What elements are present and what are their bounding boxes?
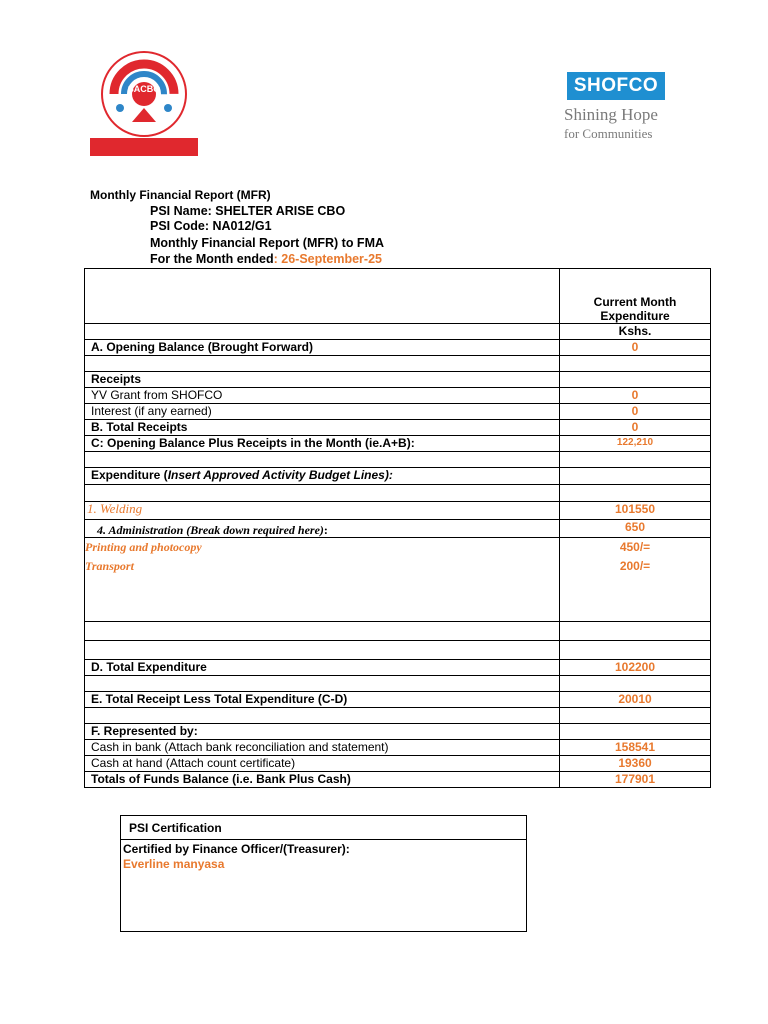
table-row <box>85 641 711 660</box>
total-expenditure-label: D. Total Expenditure <box>85 660 560 676</box>
admin-breakdown <box>85 538 560 622</box>
receipt-less-exp-label: E. Total Receipt Less Total Expenditure (C-D) <box>85 692 560 708</box>
table-row <box>85 676 711 692</box>
month-line <box>150 252 382 266</box>
admin-breakdown-values <box>560 538 711 622</box>
certification-body <box>121 840 526 874</box>
table-row <box>85 538 711 622</box>
opening-balance-label: A. Opening Balance (Brought Forward) <box>85 340 560 356</box>
officer-name: Everline manyasa <box>123 857 225 871</box>
table-row <box>85 372 711 388</box>
table-row <box>85 356 711 372</box>
table-header-row <box>85 269 711 324</box>
certified-by-label: Certified by Finance Officer/(Treasurer): <box>123 842 350 856</box>
transport-value: 200/= <box>619 559 651 573</box>
table-row <box>85 436 711 452</box>
transport-label: Transport <box>85 559 134 573</box>
sacbo-badge-text: SACBO <box>127 84 161 94</box>
table-row <box>85 468 711 485</box>
total-receipts-value: 0 <box>560 420 711 436</box>
sacbo-logo <box>90 46 198 156</box>
table-row <box>85 324 711 340</box>
shofco-logo <box>555 55 680 165</box>
table-row <box>85 404 711 420</box>
printing-value: 450/= <box>619 540 651 554</box>
month-label: For the Month ended <box>150 252 274 266</box>
total-receipts-label: B. Total Receipts <box>85 420 560 436</box>
printing-label: Printing and photocopy <box>85 540 202 554</box>
certification-title: PSI Certification <box>121 816 526 840</box>
opening-balance-value: 0 <box>560 340 711 356</box>
table-row <box>85 502 711 520</box>
shofco-tagline-2: for Communities <box>564 126 653 141</box>
totals-funds-label: Totals of Funds Balance (i.e. Bank Plus Cash) <box>85 772 560 788</box>
table-row <box>85 740 711 756</box>
table-row <box>85 485 711 502</box>
table-row <box>85 660 711 676</box>
receipts-heading: Receipts <box>85 372 560 388</box>
represented-by-heading: F. Represented by: <box>85 724 560 740</box>
psi-name: PSI Name: SHELTER ARISE CBO <box>150 204 346 218</box>
opening-plus-receipts-label: C: Opening Balance Plus Receipts in the Month (ie.A+B): <box>85 436 560 452</box>
table-row <box>85 724 711 740</box>
administration-label: 4. Administration (Break down required here): <box>85 520 560 538</box>
table-row <box>85 340 711 356</box>
total-expenditure-value: 102200 <box>560 660 711 676</box>
column-header: Current Month Expenditure <box>560 269 711 324</box>
interest-value: 0 <box>560 404 711 420</box>
table-row <box>85 388 711 404</box>
table-row <box>85 708 711 724</box>
cash-at-hand-value: 19360 <box>560 756 711 772</box>
expenditure-heading: Expenditure (Insert Approved Activity Budget Lines): <box>85 468 560 485</box>
month-colon: : <box>273 252 282 266</box>
table-row <box>85 420 711 436</box>
receipt-less-exp-value: 20010 <box>560 692 711 708</box>
table-row <box>85 772 711 788</box>
totals-funds-value: 177901 <box>560 772 711 788</box>
month-value: 26-September-25 <box>281 252 382 266</box>
welding-label: 1. Welding <box>85 502 560 520</box>
report-to: Monthly Financial Report (MFR) to FMA <box>150 236 385 250</box>
table-row <box>85 692 711 708</box>
table-row <box>85 622 711 641</box>
psi-code: PSI Code: NA012/G1 <box>150 219 272 233</box>
cash-at-hand-label: Cash at hand (Attach count certificate) <box>85 756 560 772</box>
interest-label: Interest (if any earned) <box>85 404 560 420</box>
cash-in-bank-value: 158541 <box>560 740 711 756</box>
yv-grant-label: YV Grant from SHOFCO <box>85 388 560 404</box>
table-row <box>85 756 711 772</box>
psi-certification-box <box>120 815 527 932</box>
yv-grant-value: 0 <box>560 388 711 404</box>
table-row <box>85 520 711 538</box>
administration-value: 650 <box>560 520 711 538</box>
currency-header: Kshs. <box>560 324 711 340</box>
opening-plus-receipts-value: 122,210 <box>560 436 711 452</box>
report-title: Monthly Financial Report (MFR) <box>90 188 271 202</box>
shofco-wordmark: SHOFCO <box>567 72 665 100</box>
financial-table <box>84 268 711 788</box>
welding-value: 101550 <box>560 502 711 520</box>
table-row <box>85 452 711 468</box>
shofco-tagline-1: Shining Hope <box>564 105 658 124</box>
cash-in-bank-label: Cash in bank (Attach bank reconciliation and statement) <box>85 740 560 756</box>
